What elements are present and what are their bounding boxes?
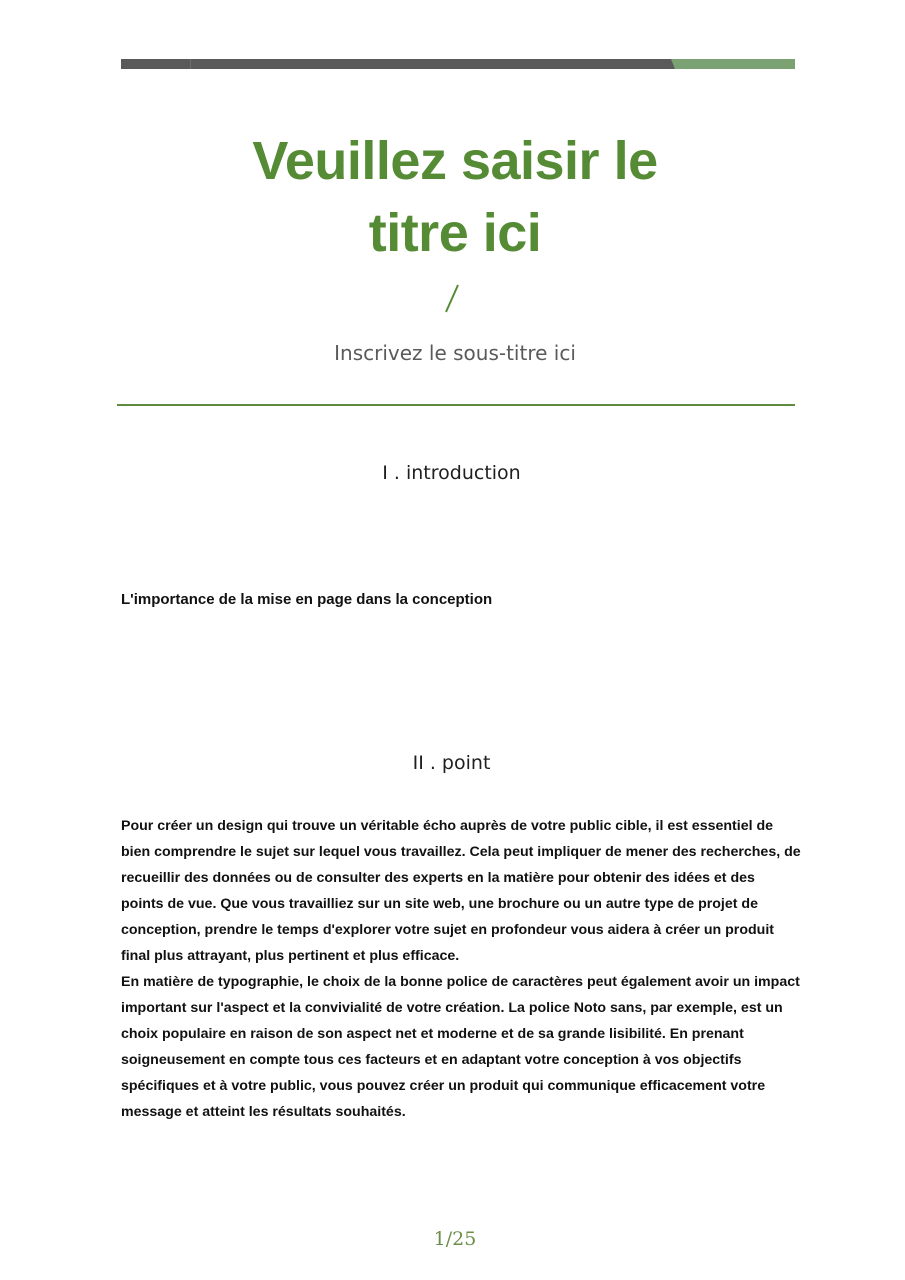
header-bar-left-segment: [121, 59, 191, 69]
title-separator-icon: [0, 278, 905, 323]
page-number: 1/25: [433, 1228, 477, 1250]
paragraph: Pour créer un design qui trouve un véritable écho auprès de votre public cible, il est essentiel de bien comprendre le sujet sur lequel vous travaillez. Cela peut impliquer de mener des recherches, de recueillir des données ou de consulter des experts en la matière pour obtenir des idées et des points de vue. Que vous travailliez sur un site web, une brochure ou un autre type de projet de conception, prendre le temps d'explorer votre sujet en profondeur vous aidera à créer un produit final plus attrayant, plus pertinent et plus efficace.: [121, 818, 801, 964]
slash-icon: [438, 278, 468, 318]
section-subheading: L'importance de la mise en page dans la conception: [121, 591, 493, 608]
section-body: [121, 813, 801, 1125]
document-title: [0, 125, 905, 269]
title-divider: [117, 404, 795, 406]
paragraph: En matière de typographie, le choix de la bonne police de caractères peut également avoir un impact important sur l'aspect et la convivialité de votre création. La police Noto sans, par exemple, est un choix populaire en raison de son aspect net et moderne et de sa grande lisibilité. En prenant soigneusement en compte tous ces facteurs et en adaptant votre conception à vos objectifs spécifiques et à votre public, vous pouvez créer un produit qui communique efficacement votre message et atteint les résultats souhaités.: [121, 974, 800, 1120]
section-heading-introduction: I . introduction: [382, 462, 521, 484]
header-decorative-bar: [121, 59, 795, 69]
title-line-2: titre ici: [368, 203, 542, 263]
document-subtitle: Inscrivez le sous-titre ici: [334, 341, 576, 365]
title-line-1: Veuillez saisir le: [252, 131, 658, 191]
header-bar-accent-segment: [668, 59, 795, 69]
section-heading-point: II . point: [412, 752, 491, 774]
